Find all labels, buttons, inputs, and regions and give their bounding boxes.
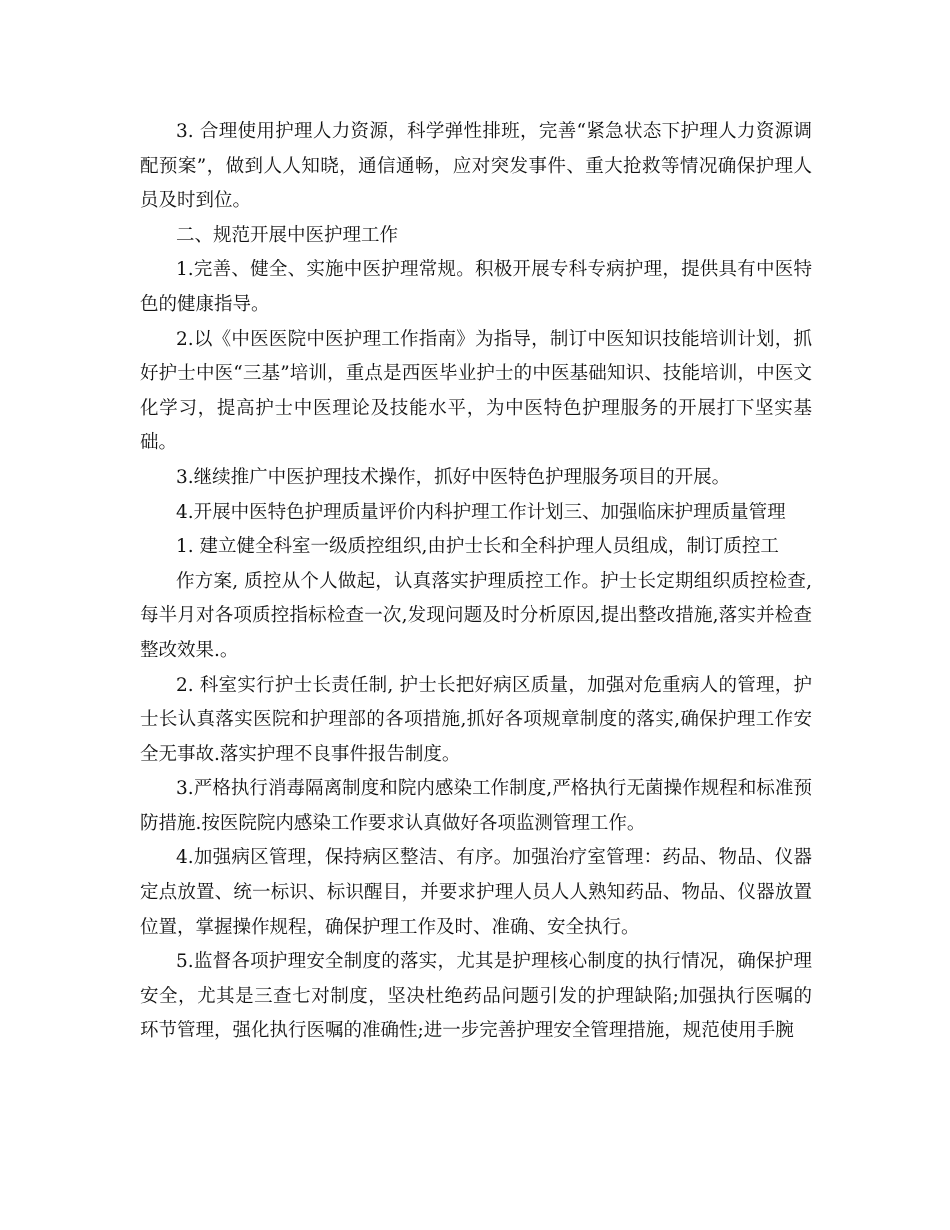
paragraph-tcm-routine: 1.完善、健全、实施中医护理常规。积极开展专科专病护理，提供具有中医特色的健康指导。 <box>140 259 812 315</box>
paragraph-manpower: 3. 合理使用护理人力资源，科学弹性排班，完善“紧急状态下护理人力资源调配预案”，做到人人知晓，通信通畅，应对突发事件、重大抢救等情况确保护理人员及时到位。 <box>140 121 812 212</box>
document-body <box>140 115 812 1049</box>
paragraph-tcm-quality-evaluation: 4.开展中医特色护理质量评价内科护理工作计划三、加强临床护理质量管理 <box>176 501 786 523</box>
paragraph-head-nurse-responsibility: 2. 科室实行护士长责任制, 护士长把好病区质量，加强对危重病人的管理，护士长认真落实医院和护理部的各项措施,抓好各项规章制度的落实,确保护理工作安全无事故.落实护理不良事件报告制度。 <box>140 674 812 765</box>
paragraph-tcm-training: 2.以《中医医院中医护理工作指南》为指导，制订中医知识技能培训计划，抓好护士中医“三基”培训，重点是西医毕业护士的中医基础知识、技能培训，中医文化学习，提高护士中医理论及技能水平，为中医特色护理服务的开展打下坚实基础。 <box>140 328 812 454</box>
paragraph-quality-org-rest: 作方案, 质控从个人做起，认真落实护理质控工作。护士长定期组织质控检查,每半月对各项质控指标检查一次,发现问题及时分析原因,提出整改措施,落实并检查整改效果.。 <box>140 570 812 661</box>
section-heading-tcm-nursing: 二、规范开展中医护理工作 <box>176 224 399 246</box>
paragraph-ward-management: 4.加强病区管理，保持病区整洁、有序。加强治疗室管理：药品、物品、仪器定点放置、统一标识、标识醒目，并要求护理人员人人熟知药品、物品、仪器放置位置，掌握操作规程，确保护理工作及时、准确、安全执行。 <box>140 847 812 938</box>
paragraph-disinfection: 3.严格执行消毒隔离制度和院内感染工作制度,严格执行无菌操作规程和标准预防措施.按医院院内感染工作要求认真做好各项监测管理工作。 <box>140 778 812 834</box>
paragraph-safety-supervision: 5.监督各项护理安全制度的落实，尤其是护理核心制度的执行情况，确保护理安全，尤其是三查七对制度，坚决杜绝药品问题引发的护理缺陷;加强执行医嘱的环节管理，强化执行医嘱的准确性;进一步完善护理安全管理措施，规范使用手腕 <box>140 951 812 1042</box>
paragraph-tcm-techniques: 3.继续推广中医护理技术操作，抓好中医特色护理服务项目的开展。 <box>176 466 731 488</box>
paragraph-quality-org-line1: 1. 建立健全科室一级质控组织,由护士长和全科护理人员组成，制订质控工 <box>176 536 779 558</box>
